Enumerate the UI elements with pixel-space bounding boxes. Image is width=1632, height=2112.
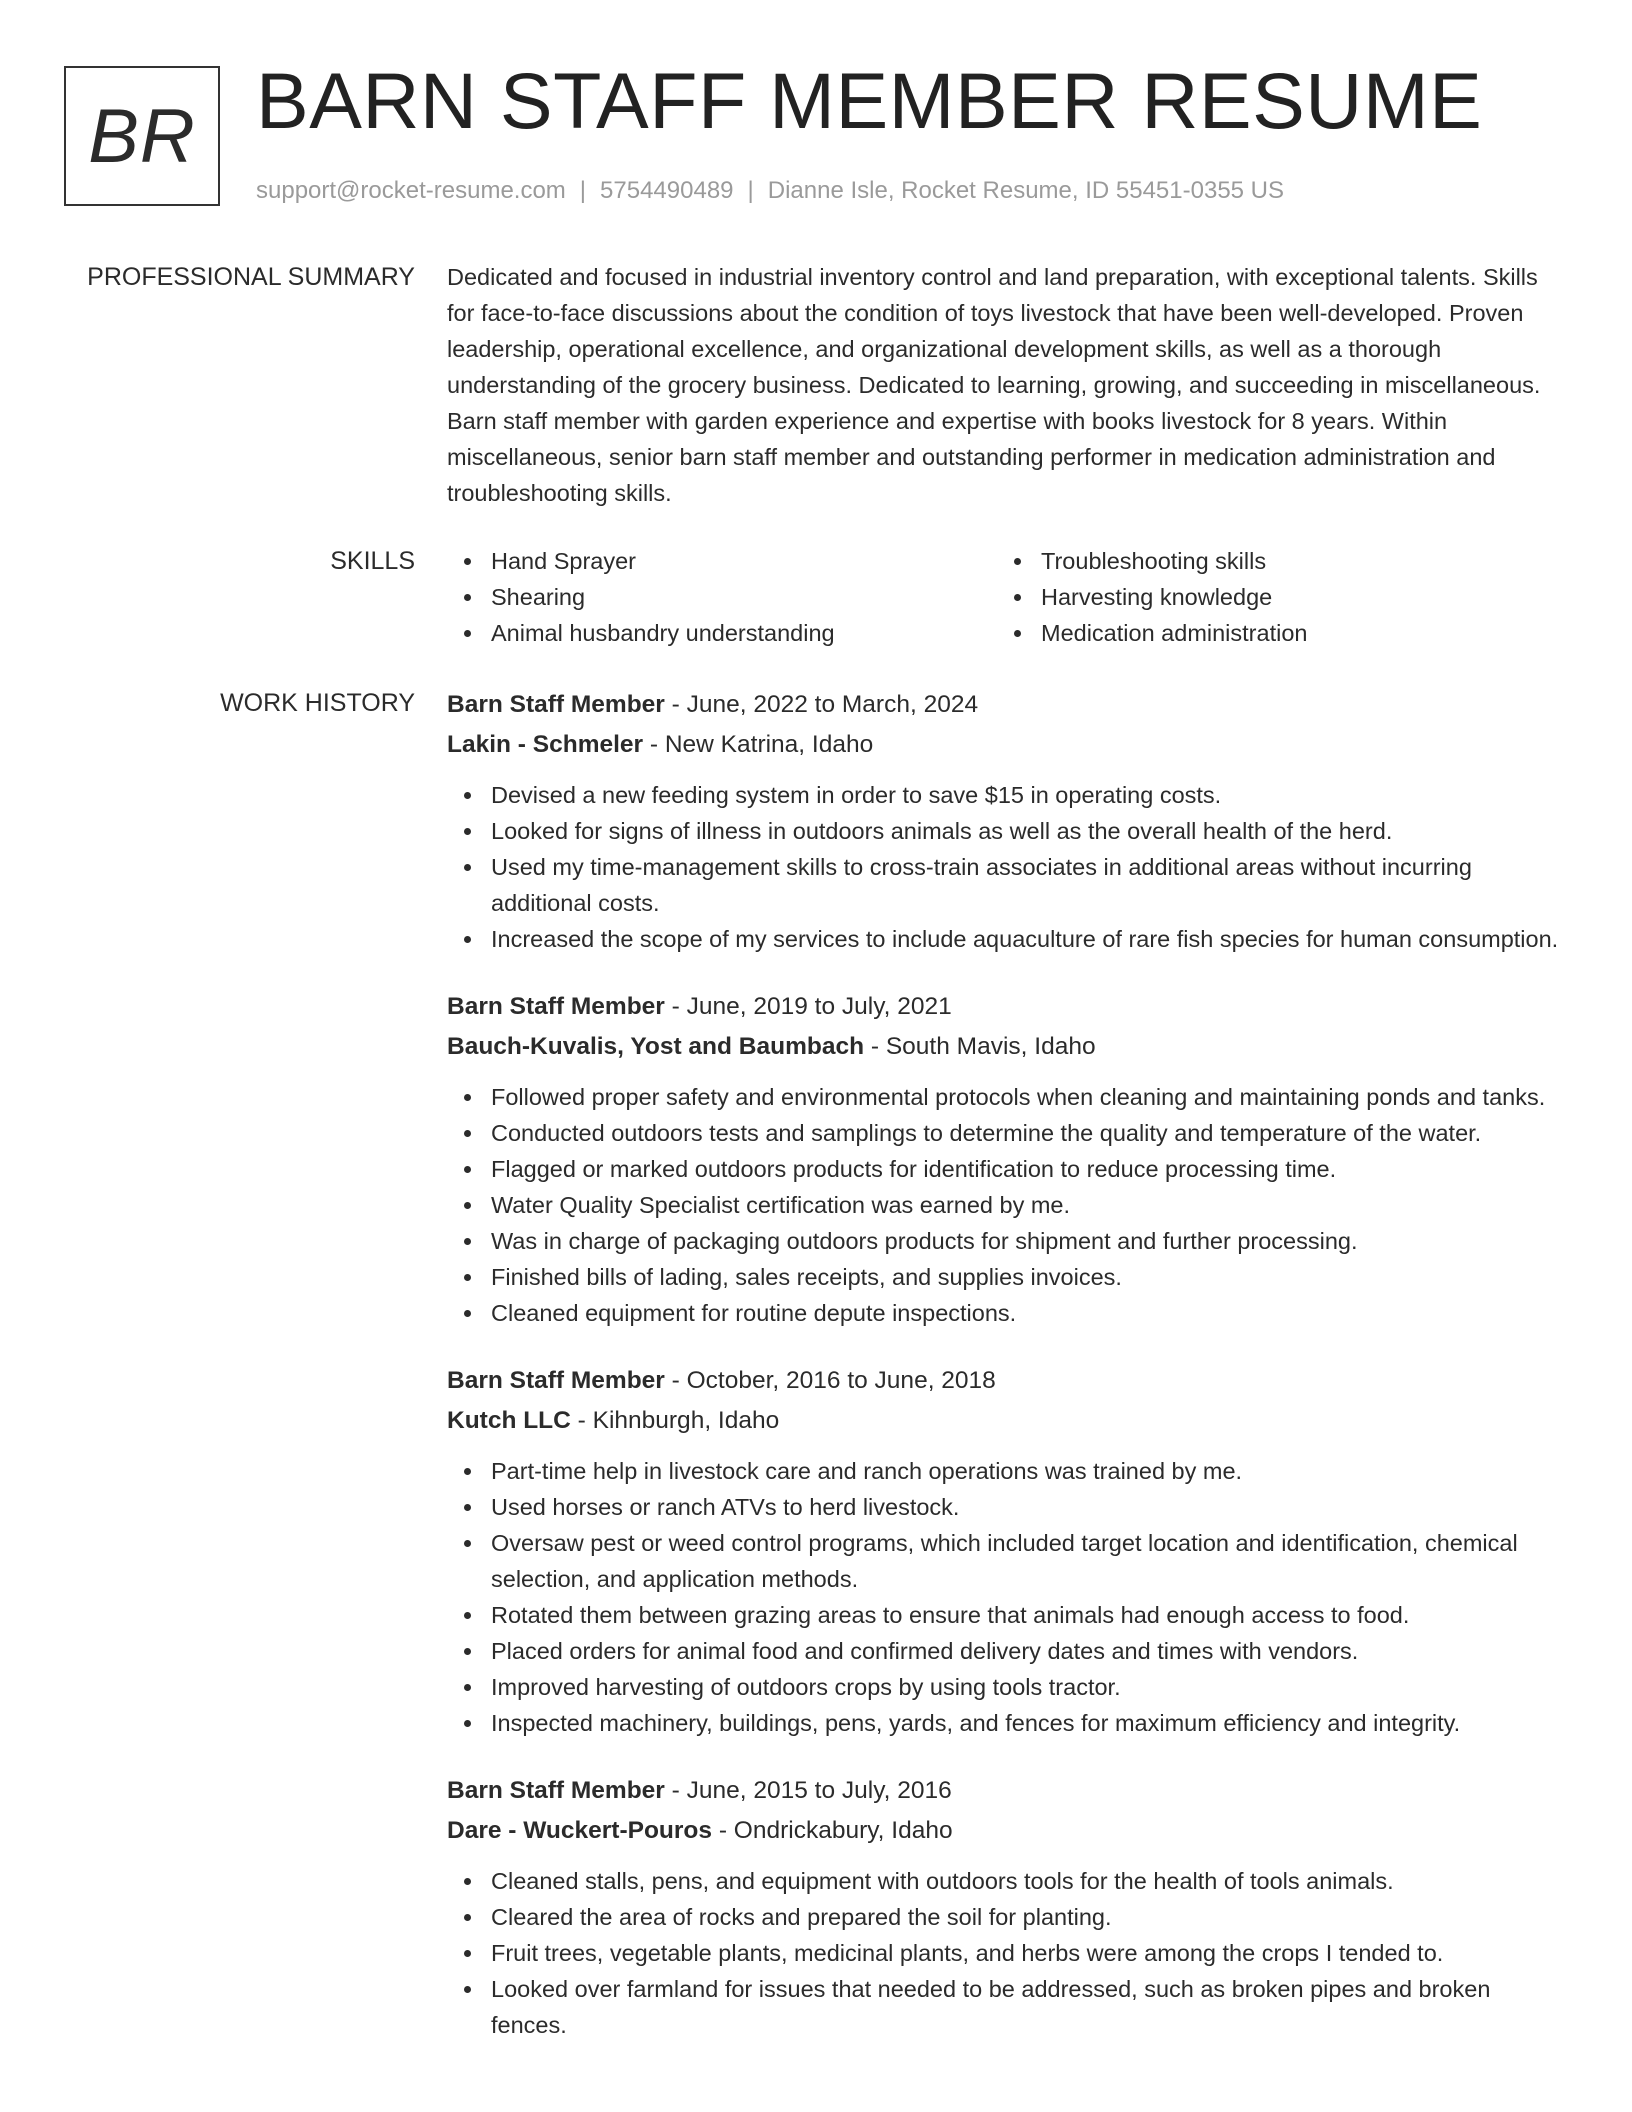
job-title: Barn Staff Member — [447, 993, 665, 1020]
job-entry — [447, 1771, 1565, 2043]
skills-grid — [447, 543, 1565, 651]
job-duty: Flagged or marked outdoors products for identification to reduce processing time. — [447, 1151, 1565, 1187]
job-company-line — [447, 1401, 1565, 1441]
job-duty: Oversaw pest or weed control programs, which included target location and identification, chemical selection, and application methods. — [447, 1525, 1565, 1597]
job-duty: Improved harvesting of outdoors crops by using tools tractor. — [447, 1669, 1565, 1705]
job-duty: Was in charge of packaging outdoors products for shipment and further processing. — [447, 1223, 1565, 1259]
job-duty: Rotated them between grazing areas to ensure that animals had enough access to food. — [447, 1597, 1565, 1633]
job-dates: - June, 2022 to March, 2024 — [664, 691, 979, 718]
job-duties — [447, 777, 1565, 957]
job-duty: Increased the scope of my services to include aquaculture of rare fish species for human consumption. — [447, 921, 1565, 957]
job-title-line — [447, 1771, 1565, 1811]
contact-phone: 5754490489 — [600, 177, 734, 204]
contact-email: support@rocket-resume.com — [256, 177, 566, 204]
skills-body — [447, 543, 1565, 651]
job-duty: Water Quality Specialist certification was earned by me. — [447, 1187, 1565, 1223]
monogram-logo: BR — [64, 66, 220, 206]
job-duty: Part-time help in livestock care and ranch operations was trained by me. — [447, 1453, 1565, 1489]
job-company: Kutch LLC — [447, 1407, 571, 1434]
skill-item: Animal husbandry understanding — [447, 615, 997, 651]
job-title: Barn Staff Member — [447, 1367, 665, 1394]
job-entry — [447, 685, 1565, 957]
job-duty: Cleaned equipment for routine depute inspections. — [447, 1295, 1565, 1331]
job-duties — [447, 1079, 1565, 1331]
job-duty: Looked for signs of illness in outdoors animals as well as the overall health of the herd. — [447, 813, 1565, 849]
job-duty: Devised a new feeding system in order to save $15 in operating costs. — [447, 777, 1565, 813]
job-duty: Looked over farmland for issues that needed to be addressed, such as broken pipes and broken fences. — [447, 1971, 1565, 2043]
skills-label: SKILLS — [330, 547, 415, 575]
job-dates: - June, 2015 to July, 2016 — [664, 1777, 952, 1804]
job-duty: Used my time-management skills to cross-train associates in additional areas without incurring additional costs. — [447, 849, 1565, 921]
job-location: - South Mavis, Idaho — [864, 1033, 1096, 1060]
summary-label: PROFESSIONAL SUMMARY — [87, 263, 415, 291]
skill-item: Medication administration — [997, 615, 1547, 651]
job-duty: Fruit trees, vegetable plants, medicinal plants, and herbs were among the crops I tended to. — [447, 1935, 1565, 1971]
skills-column-left — [447, 543, 997, 651]
contact-address: Dianne Isle, Rocket Resume, ID 55451-0355 US — [767, 177, 1285, 204]
skills-column-right — [997, 543, 1547, 651]
job-title: Barn Staff Member — [447, 1777, 665, 1804]
job-company-line — [447, 1027, 1565, 1067]
job-duty: Conducted outdoors tests and samplings to determine the quality and temperature of the water. — [447, 1115, 1565, 1151]
job-title-line — [447, 685, 1565, 725]
job-duties — [447, 1453, 1565, 1741]
work-history-body — [447, 685, 1565, 2043]
job-company: Lakin - Schmeler — [447, 731, 644, 758]
job-duty: Placed orders for animal food and confirmed delivery dates and times with vendors. — [447, 1633, 1565, 1669]
job-company-line — [447, 1811, 1565, 1851]
job-company-line — [447, 725, 1565, 765]
contact-separator: | — [579, 177, 587, 204]
job-duty: Used horses or ranch ATVs to herd livestock. — [447, 1489, 1565, 1525]
resume-title: BARN STAFF MEMBER RESUME — [256, 56, 1483, 145]
job-entry — [447, 1361, 1565, 1741]
job-duty: Inspected machinery, buildings, pens, yards, and fences for maximum efficiency and integrity. — [447, 1705, 1565, 1741]
contact-separator: | — [747, 177, 754, 204]
contact-line — [256, 175, 1284, 207]
skill-item: Harvesting knowledge — [997, 579, 1547, 615]
job-location: - New Katrina, Idaho — [643, 731, 874, 758]
job-company: Dare - Wuckert-Pouros — [447, 1817, 713, 1844]
skill-item: Hand Sprayer — [447, 543, 997, 579]
job-location: - Ondrickabury, Idaho — [712, 1817, 953, 1844]
job-duties — [447, 1863, 1565, 2043]
summary-body — [447, 259, 1565, 511]
job-duty: Followed proper safety and environmental protocols when cleaning and maintaining ponds and tanks. — [447, 1079, 1565, 1115]
job-dates: - October, 2016 to June, 2018 — [664, 1367, 996, 1394]
job-duty: Cleared the area of rocks and prepared the soil for planting. — [447, 1899, 1565, 1935]
job-title: Barn Staff Member — [447, 691, 665, 718]
job-location: - Kihnburgh, Idaho — [570, 1407, 780, 1434]
job-duty: Cleaned stalls, pens, and equipment with outdoors tools for the health of tools animals. — [447, 1863, 1565, 1899]
job-title-line — [447, 1361, 1565, 1401]
skill-item: Shearing — [447, 579, 997, 615]
work-history-label: WORK HISTORY — [220, 689, 415, 717]
job-entry — [447, 987, 1565, 1331]
job-company: Bauch-Kuvalis, Yost and Baumbach — [447, 1033, 865, 1060]
job-title-line — [447, 987, 1565, 1027]
summary-text: Dedicated and focused in industrial inventory control and land preparation, with exceptional talents. Skills for face-to-face discussions about the condition of toys livestock that have been well-developed. Proven leadership, operational excellence, and organizational development skills, as well as a thorough understanding of the grocery business. Dedicated to learning, growing, and succeeding in miscellaneous. Barn staff member with garden experience and expertise with books livestock for 8 years. Within miscellaneous, senior barn staff member and outstanding performer in medication administration and troubleshooting skills. — [447, 264, 1541, 506]
skill-item: Troubleshooting skills — [997, 543, 1547, 579]
job-duty: Finished bills of lading, sales receipts, and supplies invoices. — [447, 1259, 1565, 1295]
job-dates: - June, 2019 to July, 2021 — [664, 993, 952, 1020]
